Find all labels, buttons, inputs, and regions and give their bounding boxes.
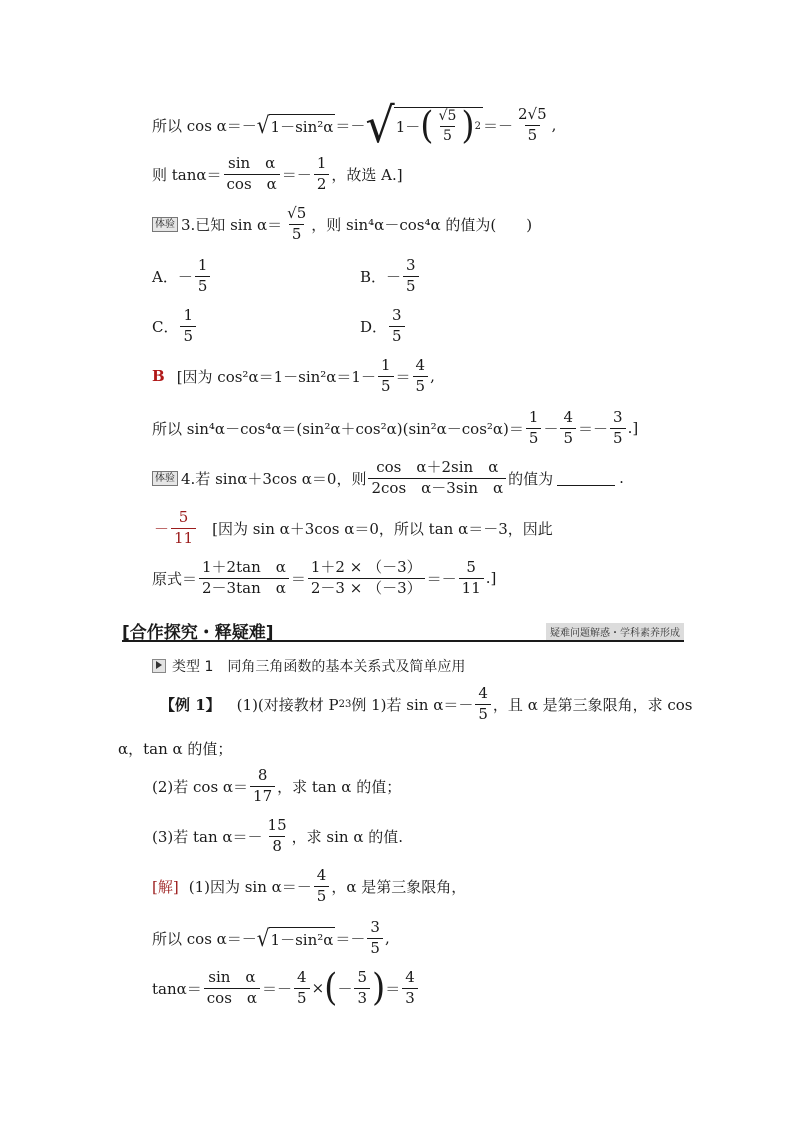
numerator: 4 bbox=[415, 356, 426, 374]
numerator: cos α＋2sin α bbox=[376, 458, 499, 476]
numerator: 1 bbox=[197, 256, 208, 274]
text: ，故选 A.] bbox=[331, 165, 403, 184]
sqrt-expr-big: √ 1－ ( $\frac{√5}{5}$ ) 2 bbox=[365, 96, 481, 154]
denominator: 5 bbox=[180, 326, 196, 345]
option-label: B． bbox=[360, 267, 387, 286]
numerator: 3 bbox=[613, 408, 623, 426]
option-c[interactable] bbox=[152, 308, 198, 345]
text: tanα＝ bbox=[152, 979, 202, 998]
text: 所以 sin⁴α－cos⁴α＝(sin²α＋cos²α)(sin²α－cos²α)＝ bbox=[152, 419, 524, 438]
fraction bbox=[403, 258, 419, 295]
text: α，tan α 的值； bbox=[118, 740, 233, 758]
fraction bbox=[250, 768, 275, 805]
denominator: 5 bbox=[389, 326, 405, 345]
radicand: 1－sin²α bbox=[269, 927, 336, 950]
option-b[interactable] bbox=[360, 258, 421, 295]
example-1-line4 bbox=[152, 818, 403, 855]
text: ＝ bbox=[395, 367, 411, 386]
numerator: 1＋2 × （－3） bbox=[310, 558, 422, 576]
line-cos-calc bbox=[152, 98, 556, 152]
denominator: 5 bbox=[367, 938, 383, 957]
numerator: sin α bbox=[208, 968, 256, 986]
fraction bbox=[284, 206, 309, 243]
text: .] bbox=[627, 419, 639, 438]
text: － bbox=[543, 419, 559, 438]
text: － bbox=[337, 979, 353, 998]
denominator: 5 bbox=[560, 428, 576, 447]
text: .] bbox=[485, 569, 497, 588]
fraction bbox=[180, 308, 196, 345]
text: 原式＝ bbox=[152, 569, 198, 588]
sqrt-expr: √ 1－sin²α bbox=[256, 111, 334, 139]
numerator: √5 bbox=[438, 107, 457, 124]
numerator: √5 bbox=[287, 204, 307, 222]
answer-4-line2 bbox=[152, 560, 496, 597]
fraction bbox=[314, 868, 330, 905]
text: ＝－ bbox=[262, 979, 293, 998]
text: , bbox=[384, 929, 390, 948]
denominator: 2－3tan α bbox=[199, 578, 289, 597]
example-1-line3 bbox=[152, 768, 401, 805]
text: (3)若 tan α＝－ bbox=[152, 827, 263, 846]
denominator: 2 bbox=[314, 174, 330, 193]
text: 4.若 sinα＋3cos α＝0，则 bbox=[181, 469, 367, 488]
denominator: 11 bbox=[171, 528, 196, 547]
denominator: cos α bbox=[204, 988, 260, 1007]
numerator: 4 bbox=[478, 684, 488, 702]
fraction bbox=[368, 460, 506, 497]
numerator: 4 bbox=[316, 866, 327, 884]
numerator: 5 bbox=[357, 968, 367, 986]
numerator: 5 bbox=[178, 508, 189, 526]
fraction bbox=[308, 560, 425, 597]
option-label: D． bbox=[360, 317, 388, 336]
type-heading bbox=[152, 656, 465, 676]
text: 则 tanα＝ bbox=[152, 165, 222, 184]
text: [因为 sin α＋3cos α＝0，所以 tan α＝－3，因此 bbox=[212, 519, 553, 538]
text: 1－ bbox=[395, 117, 421, 136]
numerator: 1 bbox=[183, 306, 194, 324]
denominator: 11 bbox=[459, 578, 484, 597]
type-label: 类型 1 同角三角函数的基本关系式及简单应用 bbox=[172, 659, 466, 675]
numerator: 1 bbox=[528, 408, 539, 426]
denominator: 5 bbox=[289, 224, 305, 243]
text: ，则 sin⁴α－cos⁴α 的值为( ) bbox=[311, 215, 533, 234]
text: ＝－ bbox=[335, 929, 366, 948]
answer-sign: － bbox=[154, 519, 170, 538]
experience-badge: 体验 bbox=[152, 471, 178, 486]
exponent: 2 bbox=[474, 120, 481, 132]
fraction bbox=[389, 308, 405, 345]
fraction bbox=[367, 920, 383, 957]
text: (1)(对接教材 P bbox=[236, 695, 339, 714]
fraction bbox=[436, 109, 460, 143]
answer-4-line1 bbox=[154, 510, 553, 547]
text: ＝－ bbox=[578, 419, 609, 438]
answer-blank[interactable] bbox=[557, 471, 615, 486]
question-3 bbox=[152, 206, 532, 243]
fraction bbox=[413, 358, 429, 395]
numerator: 1 bbox=[380, 356, 391, 374]
numerator: 5 bbox=[466, 558, 476, 576]
solution-tag: [解] bbox=[152, 877, 179, 896]
fraction bbox=[314, 156, 330, 193]
fraction bbox=[610, 410, 626, 447]
radicand: 1－sin²α bbox=[269, 114, 336, 137]
text: ，且 α 是第三象限角，求 cos bbox=[492, 695, 693, 714]
fraction bbox=[224, 156, 280, 193]
numerator: 1 bbox=[316, 154, 327, 172]
numerator: 3 bbox=[370, 918, 380, 936]
denominator: 3 bbox=[354, 988, 370, 1007]
fraction bbox=[526, 410, 542, 447]
denominator: 2cos α－3sin α bbox=[368, 478, 506, 497]
denominator: 5 bbox=[413, 376, 429, 395]
text: ＝ bbox=[385, 979, 401, 998]
denominator: 5 bbox=[403, 276, 419, 295]
denominator: 5 bbox=[195, 276, 211, 295]
section-title: [合作探究・释疑难] bbox=[122, 623, 274, 643]
line-tan-calc bbox=[152, 156, 403, 193]
experience-badge: 体验 bbox=[152, 217, 178, 232]
fraction bbox=[378, 358, 394, 395]
numerator: sin α bbox=[228, 154, 276, 172]
text: , bbox=[430, 367, 435, 386]
numerator: 15 bbox=[267, 816, 287, 834]
solution-line1 bbox=[152, 868, 466, 905]
denominator: 5 bbox=[525, 125, 541, 144]
text: 例 1)若 sin α＝－ bbox=[351, 695, 474, 714]
text: . bbox=[619, 469, 624, 488]
fraction bbox=[204, 970, 260, 1007]
denominator: 3 bbox=[402, 988, 418, 1007]
text: ＝－ bbox=[281, 165, 312, 184]
question-4 bbox=[152, 460, 624, 497]
option-d[interactable] bbox=[360, 308, 407, 345]
text: － bbox=[177, 267, 193, 286]
denominator: 5 bbox=[314, 886, 330, 905]
numerator: 1＋2tan α bbox=[202, 558, 286, 576]
text: (1)因为 sin α＝－ bbox=[188, 877, 312, 896]
denominator: 2－3 × （－3） bbox=[308, 578, 425, 597]
answer-fraction bbox=[171, 510, 196, 547]
text: , bbox=[551, 116, 557, 134]
text: ＝－ bbox=[426, 569, 457, 588]
fraction bbox=[515, 104, 550, 144]
text: 3.已知 sin α＝ bbox=[181, 215, 283, 234]
fraction bbox=[294, 970, 310, 1007]
text: ，α 是第三象限角， bbox=[331, 877, 467, 896]
text: × bbox=[311, 979, 325, 998]
option-label: A． bbox=[152, 267, 178, 286]
solution-line2 bbox=[152, 920, 390, 957]
denominator: cos α bbox=[224, 174, 280, 193]
denominator: 5 bbox=[378, 376, 394, 395]
example-1-line2 bbox=[118, 738, 232, 759]
denominator: 5 bbox=[610, 428, 626, 447]
section-header bbox=[122, 620, 684, 642]
denominator: 8 bbox=[269, 836, 285, 855]
numerator: 4 bbox=[297, 968, 307, 986]
section-tag: 疑难问题解惑・学科素养形成 bbox=[546, 623, 684, 640]
denominator: 5 bbox=[294, 988, 310, 1007]
numerator: 8 bbox=[257, 766, 268, 784]
numerator: 3 bbox=[406, 256, 416, 274]
fraction bbox=[195, 258, 211, 295]
sqrt-expr: √ 1－sin²α bbox=[256, 924, 334, 953]
option-label: C． bbox=[152, 317, 179, 336]
subscript: 23 bbox=[338, 698, 352, 710]
fraction bbox=[402, 970, 418, 1007]
answer-letter: B bbox=[152, 367, 165, 386]
play-arrow-icon bbox=[152, 659, 166, 673]
option-a[interactable] bbox=[152, 258, 212, 295]
text: － bbox=[386, 267, 402, 286]
text: ＝－ bbox=[483, 116, 514, 135]
numerator: 2√5 bbox=[518, 104, 547, 123]
numerator: 3 bbox=[392, 306, 402, 324]
text: 所以 cos α＝－ bbox=[152, 116, 257, 135]
fraction bbox=[265, 818, 290, 855]
fraction bbox=[354, 970, 370, 1007]
text: 所以 cos α＝－ bbox=[152, 929, 257, 948]
fraction bbox=[560, 410, 576, 447]
text: (2)若 cos α＝ bbox=[152, 777, 249, 796]
denominator: 5 bbox=[526, 428, 542, 447]
text: ，求 sin α 的值. bbox=[291, 827, 403, 846]
fraction bbox=[199, 560, 289, 597]
radicand-big: 1－ ( $\frac{√5}{5}$ ) 2 bbox=[395, 104, 481, 148]
numerator: 4 bbox=[405, 968, 415, 986]
solution-line3: tanα＝ $\frac{\text{sin α}}{\text{cos α}}$ ＝－ $\frac{4}{5}$ × ( － $\frac{5}{3}$ ) ＝ $\frac{4}{3}$ bbox=[152, 970, 420, 1007]
denominator: 17 bbox=[250, 786, 275, 805]
fraction bbox=[475, 686, 491, 723]
example-tag: 【例 1】 bbox=[160, 695, 221, 714]
text: ＝ bbox=[290, 569, 306, 588]
text: ＝－ bbox=[335, 116, 366, 135]
text: [因为 cos²α＝1－sin²α＝1－ bbox=[176, 367, 376, 386]
text: ，求 tan α 的值； bbox=[277, 777, 402, 796]
numerator: 4 bbox=[563, 408, 573, 426]
answer-3-line2 bbox=[152, 410, 638, 447]
example-1-line1 bbox=[160, 686, 693, 723]
denominator: 5 bbox=[475, 704, 491, 723]
denominator: 5 bbox=[440, 126, 455, 144]
fraction bbox=[459, 560, 484, 597]
text: 的值为 bbox=[508, 469, 554, 488]
answer-3-line1 bbox=[152, 358, 435, 395]
